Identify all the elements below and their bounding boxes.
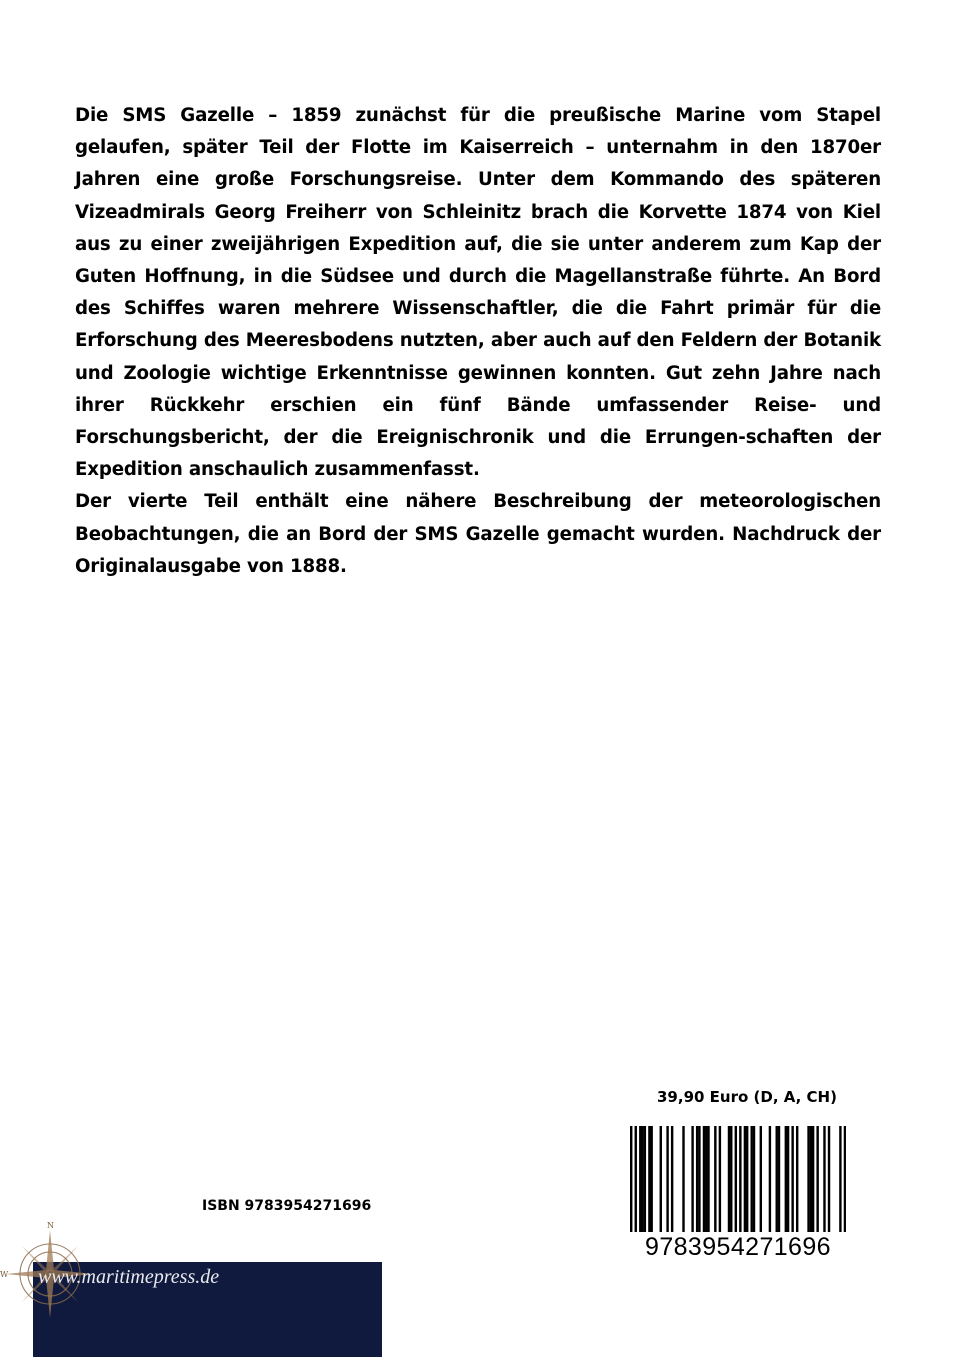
barcode-bar (728, 1126, 730, 1232)
back-cover-blurb (75, 100, 881, 583)
barcode-bar (666, 1126, 668, 1232)
barcode-bar (682, 1126, 684, 1232)
barcode-bar (810, 1126, 812, 1232)
barcode-bar (744, 1126, 746, 1232)
barcode-digits: 9783954271696 (645, 1233, 831, 1261)
barcode-bar (707, 1126, 709, 1232)
barcode-bar (751, 1126, 753, 1232)
barcode-bar (650, 1126, 652, 1232)
barcode-bar (823, 1126, 825, 1232)
barcode-bar (776, 1126, 778, 1232)
barcode-bar (705, 1126, 707, 1232)
barcode-bar (641, 1126, 643, 1232)
barcode-bar (635, 1126, 637, 1232)
barcode-bar (807, 1126, 809, 1232)
barcode-bar (828, 1126, 830, 1232)
blurb-paragraph-1: Die SMS Gazelle – 1859 zunächst für die preußische Marine vom Stapel gelaufen, später Teil der Flotte im Kaiserreich – unternahm in den 1870er Jahren eine große Forschungsreise. Unter dem Kommando des späteren Vizeadmirals Georg Freiherr von Schleinitz brach die Korvette 1874 von Kiel aus zu einer zweijährigen Expedition auf, die sie unter anderem zum Kap der Guten Hoffnung, in die Südsee und durch die Magellanstraße führte. An Bord des Schiffes waren mehrere Wissenschaftler, die die Fahrt primär für die Erforschung des Meeresbodens nutzten, aber auch auf den Feldern der Botanik und Zoologie wichtige Erkenntnisse gewinnen konnten. Gut zehn Jahre nach ihrer Rückkehr erschien ein fünf Bände umfassender Reise- und Forschungsbericht, der die Ereignischronik und die Errungen-schaften der Expedition anschaulich zusammenfasst. (75, 105, 881, 481)
barcode-bar (785, 1126, 787, 1232)
barcode-bar (719, 1126, 721, 1232)
barcode-bar (730, 1126, 732, 1232)
publisher-url: www.maritimepress.de (38, 1266, 220, 1288)
ean13-barcode-icon (630, 1126, 846, 1232)
barcode-bar (839, 1126, 841, 1232)
barcode-bar (648, 1126, 650, 1232)
barcode-bar (816, 1126, 818, 1232)
barcode-bar (671, 1126, 673, 1232)
svg-text:W: W (0, 1270, 9, 1279)
barcode-bar (760, 1126, 762, 1232)
barcode-bar (791, 1126, 793, 1232)
price-label: 39,90 Euro (D, A, CH) (657, 1088, 837, 1106)
barcode-bar (696, 1126, 698, 1232)
barcode-bar (778, 1126, 780, 1232)
svg-text:N: N (47, 1222, 54, 1230)
barcode-bar (714, 1126, 716, 1232)
barcode-bar (769, 1126, 771, 1232)
barcode-bar (644, 1126, 646, 1232)
barcode-bar (787, 1126, 789, 1232)
barcode-bar (691, 1126, 693, 1232)
isbn-label: ISBN 9783954271696 (202, 1198, 372, 1214)
barcode-bar (844, 1126, 846, 1232)
barcode-bar (735, 1126, 737, 1232)
barcode-bar (796, 1126, 798, 1232)
barcode-bar (639, 1126, 641, 1232)
barcode-bar (660, 1126, 662, 1232)
blurb-paragraph-2: Der vierte Teil enthält eine nähere Beschreibung der meteorologischen Beobachtungen, die an Bord der SMS Gazelle gemacht wurden. Nachdruck der Originalausgabe von 1888. (75, 491, 881, 577)
barcode-bar (753, 1126, 755, 1232)
barcode-bar (703, 1126, 705, 1232)
barcode-bar (812, 1126, 814, 1232)
barcode-bar (698, 1126, 700, 1232)
barcode-bar (739, 1126, 741, 1232)
barcode-bar (746, 1126, 748, 1232)
barcode-bar (630, 1126, 632, 1232)
